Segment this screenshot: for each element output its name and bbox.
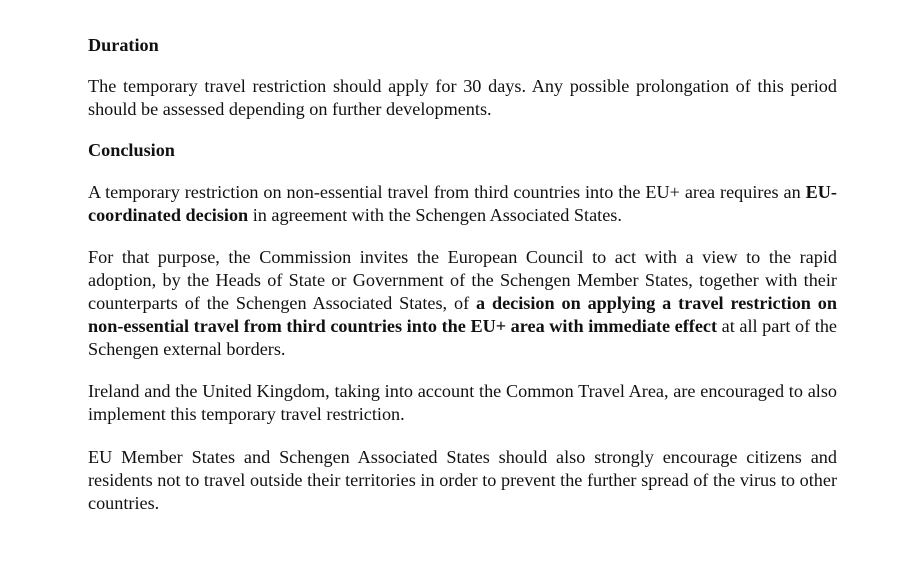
paragraph-emphasis: a decision on applying a travel restriction on non-essential travel from third countries into the EU+ area with immediate effect [88, 293, 837, 336]
document-page [88, 34, 837, 515]
duration-paragraph: The temporary travel restriction should apply for 30 days. Any possible prolongation of this period should be assessed depending on further developments. [88, 76, 837, 119]
conclusion-paragraph-1 [88, 181, 837, 227]
conclusion-paragraph-4: EU Member States and Schengen Associated States should also strongly encourage citizens and residents not to travel outside their territories in order to prevent the further spread of the virus to other countries. [88, 447, 837, 513]
paragraph-text: in agreement with the Schengen Associated States. [248, 205, 622, 225]
paragraph-text: For that purpose, the Commission invites the European Council to act with a view to the rapid adoption, by the Heads of State or Government of the Schengen Member States, together with their counterparts of the Schengen Associated States, of [88, 247, 837, 313]
conclusion-heading: Conclusion [88, 140, 175, 160]
paragraph-text: at all part of the Schengen external borders. [88, 316, 837, 359]
conclusion-paragraph-2 [88, 246, 837, 361]
paragraph-emphasis: EU-coordinated decision [88, 182, 837, 225]
conclusion-paragraph-3: Ireland and the United Kingdom, taking into account the Common Travel Area, are encouraged to also implement this temporary travel restriction. [88, 381, 837, 424]
duration-heading: Duration [88, 35, 159, 55]
paragraph-text: A temporary restriction on non-essential travel from third countries into the EU+ area requires an [88, 182, 806, 202]
